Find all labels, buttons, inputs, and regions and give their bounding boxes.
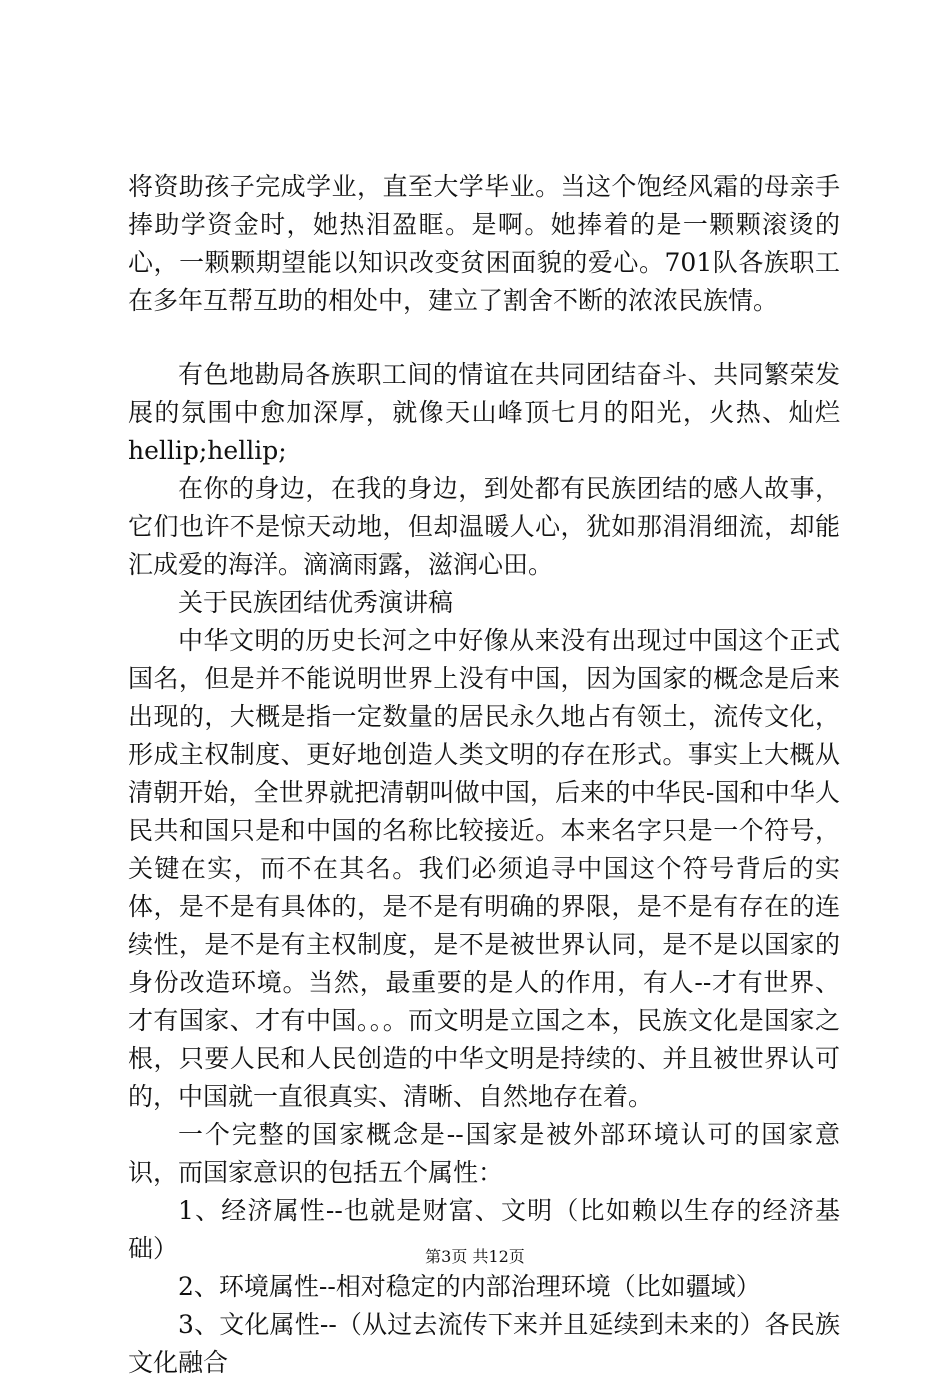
paragraph-2: 有色地勘局各族职工间的情谊在共同团结奋斗、共同繁荣发展的氛围中愈加深厚，就像天山峰顶七月的阳光，火热、灿烂hellip;hellip; bbox=[128, 360, 840, 465]
list-item-3: 3、文化属性--（从过去流传下来并且延续到未来的）各民族文化融合 bbox=[128, 1310, 840, 1377]
paragraph-3: 在你的身边，在我的身边，到处都有民族团结的感人故事，它们也许不是惊天动地，但却温暖人心，犹如那涓涓细流，却能汇成爱的海洋。滴滴雨露，滋润心田。 bbox=[128, 474, 840, 579]
speech-title: 关于民族团结优秀演讲稿 bbox=[178, 588, 454, 617]
paragraph-5: 一个完整的国家概念是--国家是被外部环境认可的国家意识，而国家意识的包括五个属性： bbox=[128, 1120, 840, 1187]
paragraph-1: 将资助孩子完成学业，直至大学毕业。当这个饱经风霜的母亲手捧助学资金时，她热泪盈眶。是啊。她捧着的是一颗颗滚烫的心，一颗颗期望能以知识改变贫困面貌的爱心。701队各族职工在多年互帮互助的相处中，建立了割舍不断的浓浓民族情。 bbox=[128, 172, 840, 315]
list-item-1: 1、经济属性--也就是财富、文明（比如赖以生存的经济基础） bbox=[128, 1196, 840, 1263]
list-item-2: 2、环境属性--相对稳定的内部治理环境（比如疆域） bbox=[178, 1272, 761, 1301]
document-body bbox=[128, 168, 840, 1382]
paragraph-spacer bbox=[128, 320, 840, 356]
page-number-footer: 第3页 共12页 bbox=[425, 1247, 525, 1266]
paragraph-4: 中华文明的历史长河之中好像从来没有出现过中国这个正式国名，但是并不能说明世界上没有中国，因为国家的概念是后来出现的，大概是指一定数量的居民永久地占有领土，流传文化，形成主权制度、更好地创造人类文明的存在形式。事实上大概从清朝开始，全世界就把清朝叫做中国，后来的中华民-国和中华人民共和国只是和中国的名称比较接近。本来名字只是一个符号，关键在实，而不在其名。我们必须追寻中国这个符号背后的实体，是不是有具体的，是不是有明确的界限，是不是有存在的连续性，是不是有主权制度，是不是被世界认同，是不是以国家的身份改造环境。当然，最重要的是人的作用，有人--才有世界、才有国家、才有中国。。。而文明是立国之本，民族文化是国家之根，只要人民和人民创造的中华文明是持续的、并且被世界认可的，中国就一直很真实、清晰、自然地存在着。 bbox=[128, 626, 840, 1111]
